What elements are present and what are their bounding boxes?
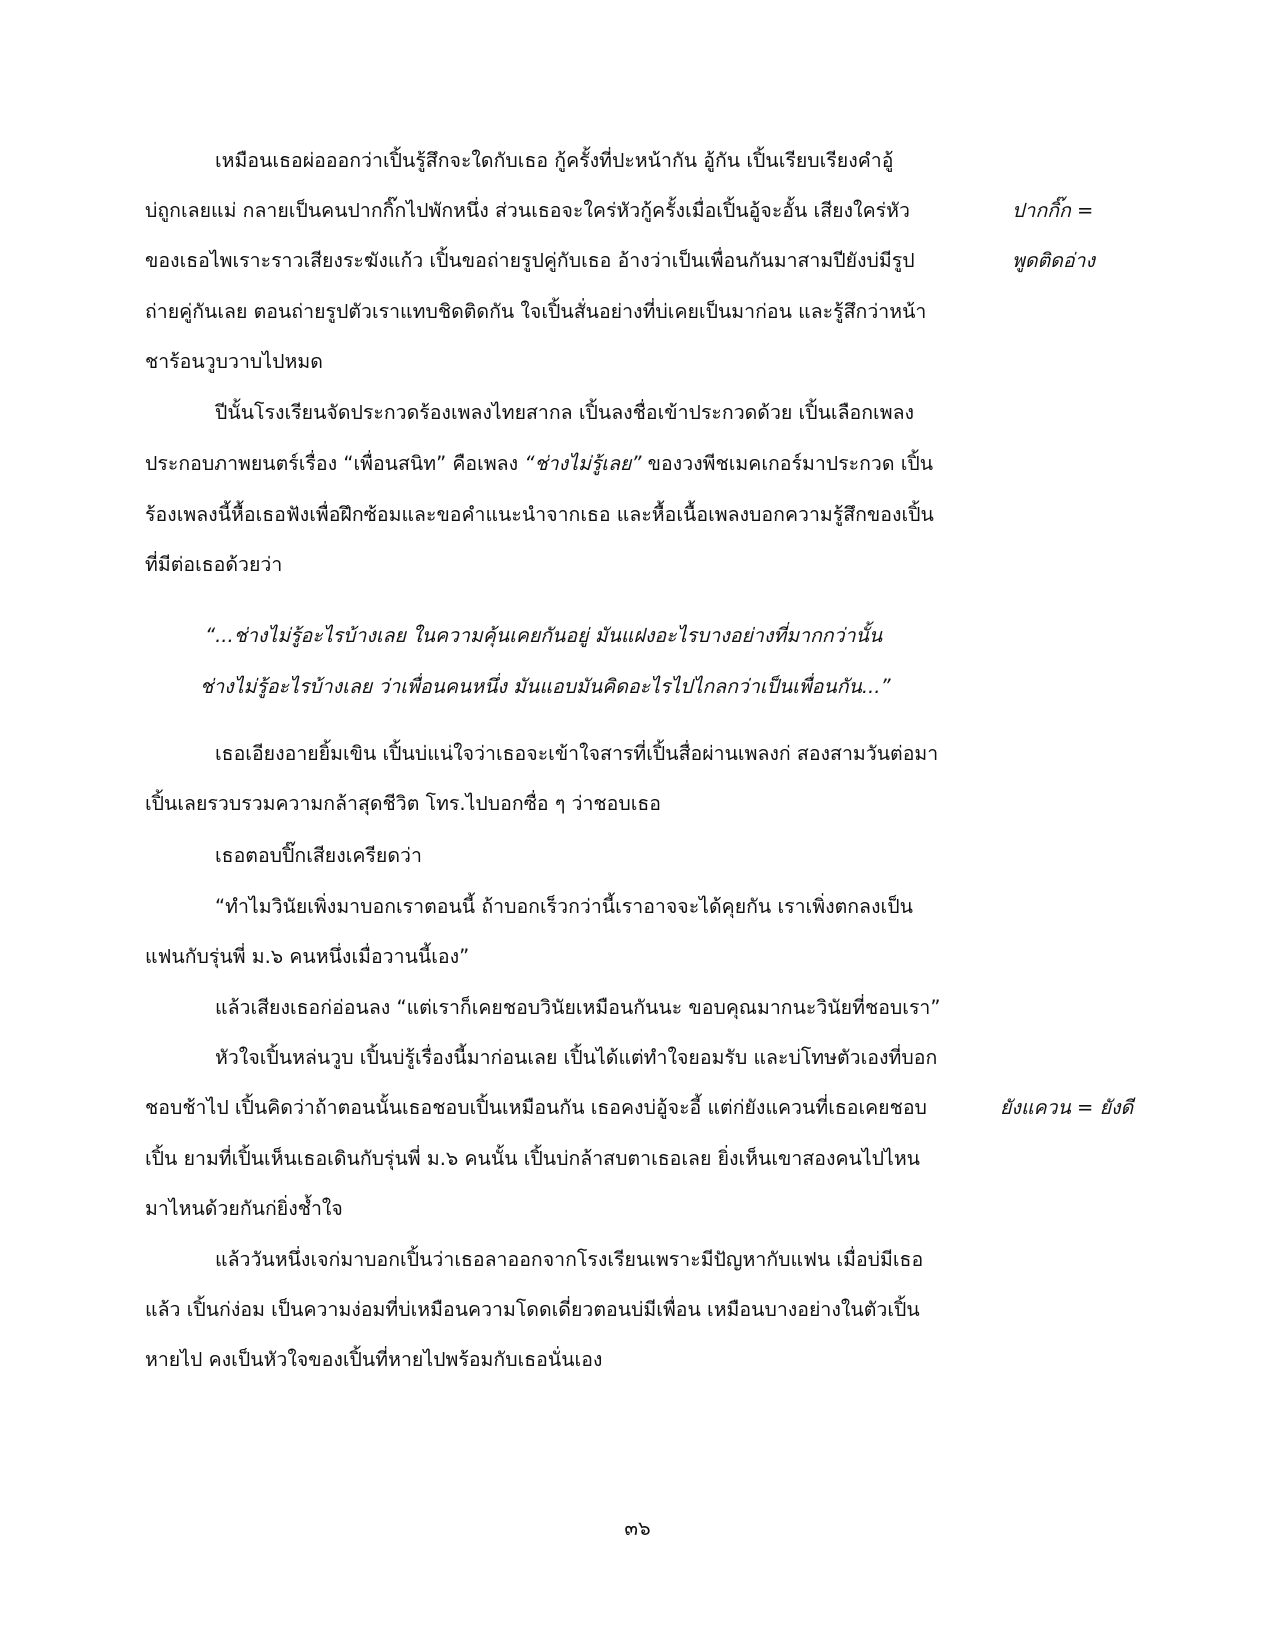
text-line: แฟนกับรุ่นพี่ ม.๖ คนหนึ่งเมื่อวานนี้เอง”: [145, 945, 470, 968]
margin-note: ปากกิ๊ก =: [1012, 199, 1094, 222]
text-line: ของเธอไพเราะราวเสียงระฆังแก้ว เปิ้นขอถ่ายรูปคู่กับเธอ อ้างว่าเป็นเพื่อนกันมาสามปียังบ่มีรูป: [145, 249, 915, 272]
text-line: มาไหนด้วยกันก่ยิ่งช้ำใจ: [145, 1197, 343, 1220]
text-line: เธอเอียงอายยิ้มเขิน เปิ้นบ่แน่ใจว่าเธอจะเข้าใจสารที่เปิ้นสื่อผ่านเพลงก่ สองสามวันต่อมา: [215, 742, 939, 765]
text-line: เหมือนเธอผ่อออกว่าเปิ้นรู้สึกจะใดกับเธอ กู้ครั้งที่ปะหน้ากัน อู้กัน เปิ้นเรียบเรียงคำอู้: [215, 149, 894, 172]
text-span: ของวงพีชเมคเกอร์มาประกวด เปิ้น: [641, 452, 934, 475]
text-line: แล้ววันหนึ่งเจก่มาบอกเปิ้นว่าเธอลาออกจากโรงเรียนเพราะมีปัญหากับแฟน เมื่อบ่มีเธอ: [215, 1248, 924, 1271]
text-line: ปีนั้นโรงเรียนจัดประกวดร้องเพลงไทยสากล เปิ้นลงชื่อเข้าประกวดด้วย เปิ้นเลือกเพลง: [215, 401, 915, 424]
page-number: ๓๖: [624, 1516, 651, 1540]
text-line: แล้ว เปิ้นก่ง่อม เป็นความง่อมที่บ่เหมือนความโดดเดี่ยวตอนบ่มีเพื่อน เหมือนบางอย่างในตัวเปิ้น: [145, 1298, 920, 1321]
text-line: แล้วเสียงเธอก่อ่อนลง “แต่เราก็เคยชอบวินัยเหมือนกันนะ ขอบคุณมากนะวินัยที่ชอบเรา”: [215, 996, 941, 1019]
text-line: ที่มีต่อเธอด้วยว่า: [145, 553, 283, 576]
text-line: เปิ้น ยามที่เปิ้นเห็นเธอเดินกับรุ่นพี่ ม.๖ คนนั้น เปิ้นบ่กล้าสบตาเธอเลย ยิ่งเห็นเขาสองคนไปไหน: [145, 1147, 921, 1170]
text-line: บ่ถูกเลยแม่ กลายเป็นคนปากกิ๊กไปพักหนึ่ง ส่วนเธอจะใคร่หัวกู้ครั้งเมื่อเปิ้นอู้จะอั้น เสียงใคร่หัว: [145, 199, 910, 222]
text-span: ประกอบภาพยนตร์เรื่อง “เพื่อนสนิท” คือเพลง: [145, 452, 525, 475]
lyrics-line: ช่างไม่รู้อะไรบ้างเลย ว่าเพื่อนคนหนึ่ง มันแอบมันคิดอะไรไปไกลกว่าเป็นเพื่อนกัน...”: [200, 675, 891, 698]
text-line: ถ่ายคู่กันเลย ตอนถ่ายรูปตัวเราแทบชิดติดกัน ใจเปิ้นสั่นอย่างที่บ่เคยเป็นมาก่อน และรู้สึกว่าหน้า: [145, 300, 927, 323]
song-title: “ช่างไม่รู้เลย”: [524, 452, 642, 475]
margin-note: ยังแควน = ยังดี: [1000, 1096, 1134, 1119]
margin-note: พูดติดอ่าง: [1012, 249, 1096, 272]
text-line: หายไป คงเป็นหัวใจของเปิ้นที่หายไปพร้อมกับเธอนั่นเอง: [145, 1348, 603, 1371]
text-line: ชาร้อนวูบวาบไปหมด: [145, 350, 323, 373]
text-line: “ทำไมวินัยเพิ่งมาบอกเราตอนนี้ ถ้าบอกเร็วกว่านี้เราอาจจะได้คุยกัน เราเพิ่งตกลงเป็น: [215, 895, 913, 918]
text-line: [145, 450, 933, 478]
lyrics-line: “...ช่างไม่รู้อะไรบ้างเลย ในความคุ้นเคยกันอยู่ มันแฝงอะไรบางอย่างที่มากกว่านั้น: [205, 624, 883, 647]
text-line: ร้องเพลงนี้หื้อเธอฟังเพื่อฝึกซ้อมและขอคำแนะนำจากเธอ และหื้อเนื้อเพลงบอกความรู้สึกของเปิ้น: [145, 503, 934, 526]
text-line: หัวใจเปิ้นหล่นวูบ เปิ้นบ่รู้เรื่องนี้มาก่อนเลย เปิ้นได้แต่ทำใจยอมรับ และบ่โทษตัวเองที่บอก: [215, 1046, 938, 1069]
text-line: เธอตอบปิ๊กเสียงเครียดว่า: [215, 844, 422, 867]
text-line: ชอบช้าไป เปิ้นคิดว่าถ้าตอนนั้นเธอชอบเปิ้นเหมือนกัน เธอคงบ่อู้จะอี้ แต่ก่ยังแควนที่เธอเคยชอบ: [145, 1096, 927, 1119]
text-line: เปิ้นเลยรวบรวมความกล้าสุดชีวิต โทร.ไปบอกซื่อ ๆ ว่าชอบเธอ: [145, 792, 662, 815]
